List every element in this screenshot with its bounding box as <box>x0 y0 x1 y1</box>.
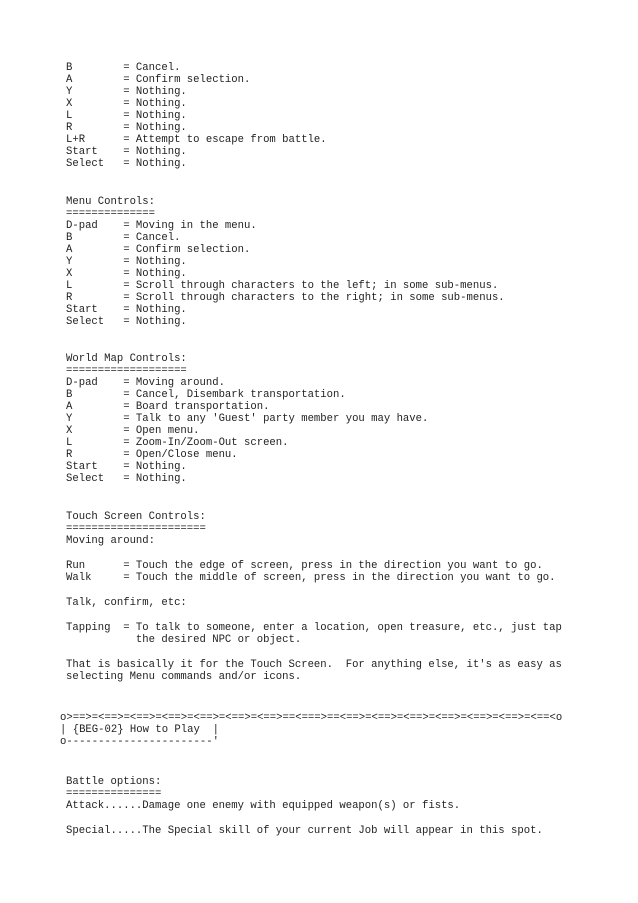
text-line: L = Nothing. <box>66 110 187 122</box>
text-line: Y = Talk to any 'Guest' party member you may have. <box>66 413 429 425</box>
text-line: R = Open/Close menu. <box>66 449 238 461</box>
text-line: L = Scroll through characters to the left; in some sub-menus. <box>66 280 499 292</box>
text-line: Walk = Touch the middle of screen, press in the direction you want to go. <box>66 572 556 584</box>
text-line: B = Cancel, Disembark transportation. <box>66 389 346 401</box>
text-line: D-pad = Moving in the menu. <box>66 220 257 232</box>
text-line: B = Cancel. <box>66 62 181 74</box>
text-line: Battle options: <box>66 776 162 788</box>
text-line: X = Nothing. <box>66 268 187 280</box>
text-line: A = Confirm selection. <box>66 74 251 86</box>
text-line: Moving around: <box>66 535 156 547</box>
text-line: A = Board transportation. <box>66 401 270 413</box>
text-line: R = Scroll through characters to the right; in some sub-menus. <box>66 292 505 304</box>
text-line: selecting Menu commands and/or icons. <box>66 671 302 683</box>
text-line: That is basically it for the Touch Screen. For anything else, it's as easy as <box>66 659 562 671</box>
text-line: Run = Touch the edge of screen, press in the direction you want to go. <box>66 560 543 572</box>
text-line: o-----------------------' <box>60 736 219 748</box>
text-line: B = Cancel. <box>66 232 181 244</box>
text-line: Select = Nothing. <box>66 316 187 328</box>
text-line: X = Nothing. <box>66 98 187 110</box>
text-line: World Map Controls: <box>66 353 187 365</box>
text-line: Start = Nothing. <box>66 304 187 316</box>
text-line: Special.....The Special skill of your current Job will appear in this spot. <box>66 825 543 837</box>
text-line: Select = Nothing. <box>66 158 187 170</box>
text-line: Y = Nothing. <box>66 256 187 268</box>
text-line: Start = Nothing. <box>66 461 187 473</box>
text-line: Touch Screen Controls: <box>66 511 206 523</box>
text-line: Menu Controls: <box>66 196 156 208</box>
text-line: R = Nothing. <box>66 122 187 134</box>
text-line: Attack......Damage one enemy with equipped weapon(s) or fists. <box>66 800 461 812</box>
text-line: Talk, confirm, etc: <box>66 597 187 609</box>
text-line: L+R = Attempt to escape from battle. <box>66 134 327 146</box>
text-line: Y = Nothing. <box>66 86 187 98</box>
text-line: D-pad = Moving around. <box>66 377 225 389</box>
text-line: =============== <box>66 788 162 800</box>
text-line: the desired NPC or object. <box>66 634 302 646</box>
text-line: A = Confirm selection. <box>66 244 251 256</box>
text-line: Select = Nothing. <box>66 473 187 485</box>
text-line: ====================== <box>66 523 206 535</box>
text-line: =================== <box>66 365 187 377</box>
text-line: X = Open menu. <box>66 425 200 437</box>
text-line: Start = Nothing. <box>66 146 187 158</box>
text-line: o>==>=<==>=<==>=<==>=<==>=<==>=<==>==<===>==<==>=<==>=<==>=<==>=<==>=<==>=<==<o <box>60 712 563 724</box>
text-line: | {BEG-02} How to Play | <box>60 724 219 736</box>
text-line: Tapping = To talk to someone, enter a location, open treasure, etc., just tap <box>66 622 562 634</box>
text-line: L = Zoom-In/Zoom-Out screen. <box>66 437 289 449</box>
text-line: ============== <box>66 208 156 220</box>
